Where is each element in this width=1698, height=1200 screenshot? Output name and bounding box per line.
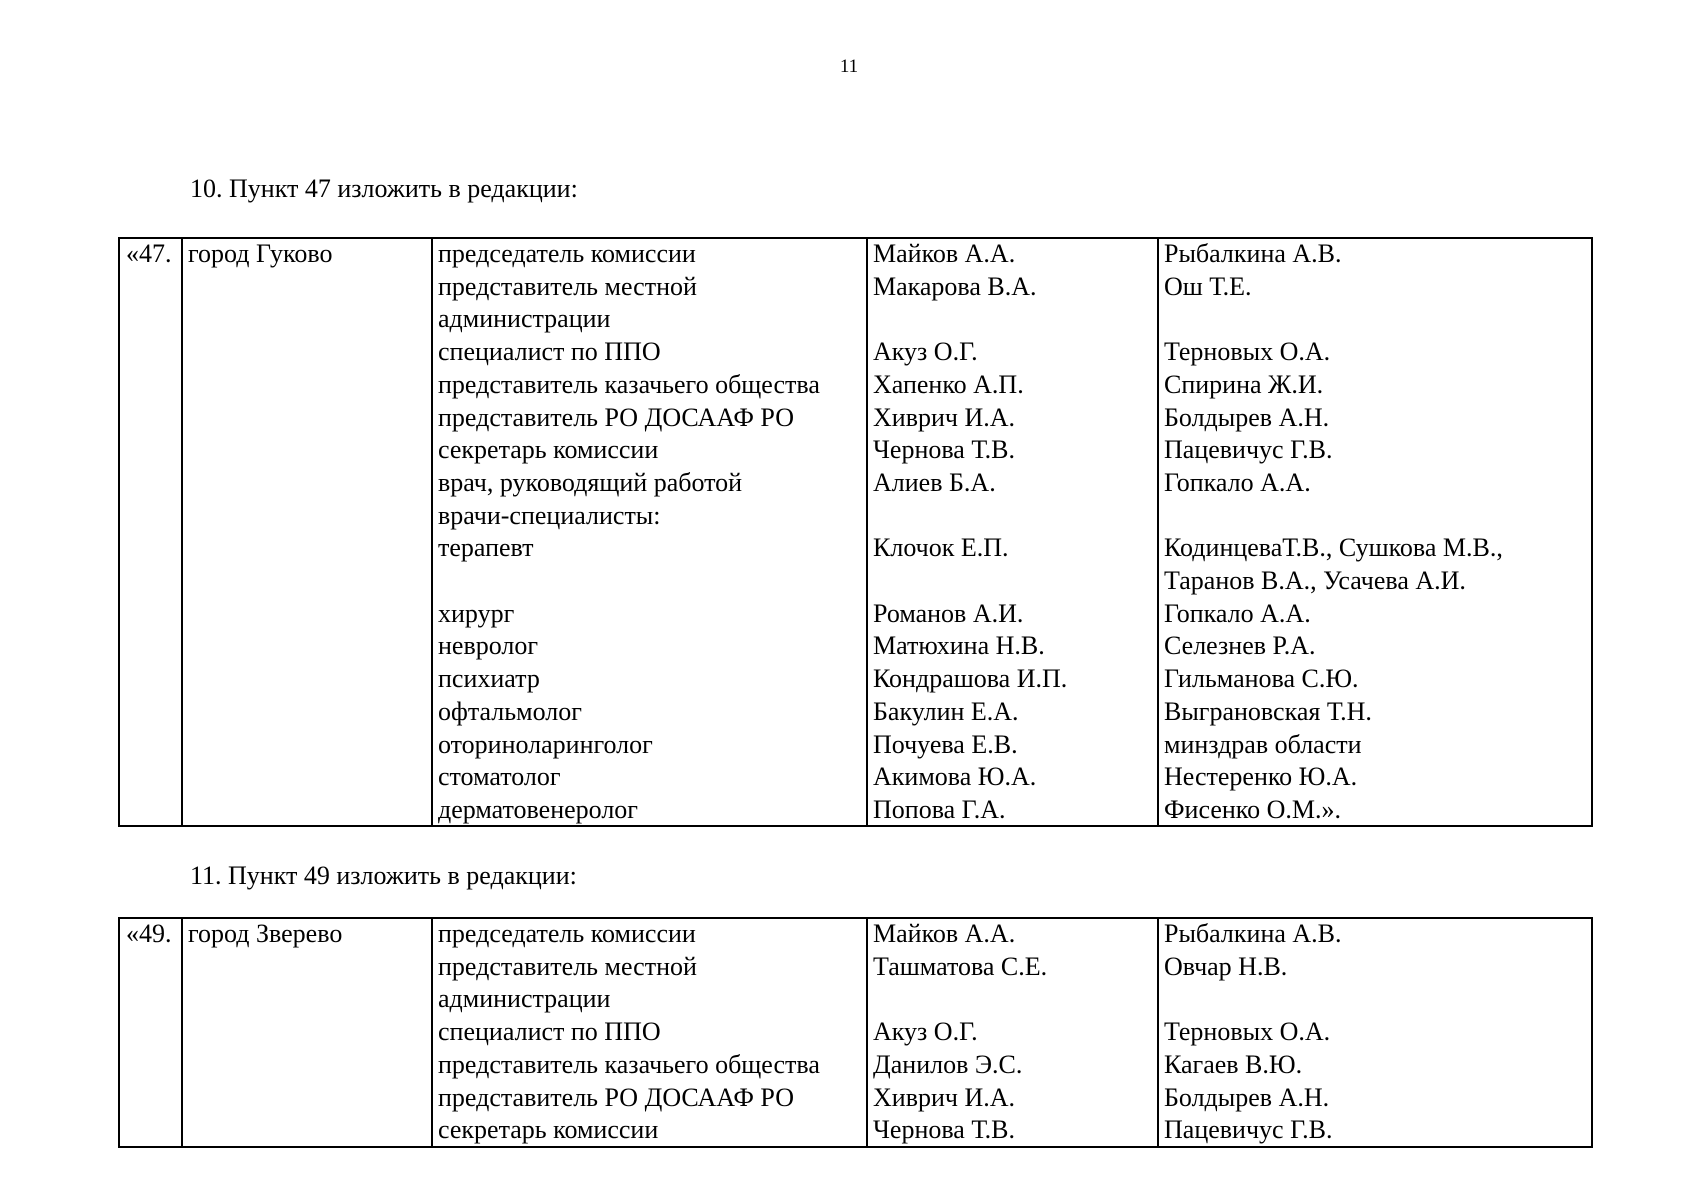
city-name: город Зверево <box>188 919 343 948</box>
column-divider <box>181 917 183 1148</box>
item-number: «47. <box>126 239 172 268</box>
main-members: Майков А.А. Макарова В.А. Акуз О.Г. Хапенко А.П. Хиврич И.А. Чернова Т.В. Алиев Б.А. Клочок Е.П. Романов А.И. Матюхина Н.В. Кондрашова И.П. Бакулин Е.А. Почуева Е.В. Акимова Ю.А. Попова Г.А. <box>873 239 1068 824</box>
main-members: Майков А.А. Ташматова С.Е. Акуз О.Г. Данилов Э.С. Хиврич И.А. Чернова Т.В. <box>873 919 1048 1145</box>
page-number: 11 <box>839 56 859 77</box>
column-divider <box>1157 917 1159 1148</box>
column-divider <box>431 237 433 827</box>
column-divider <box>1157 237 1159 827</box>
reserve-members: Рыбалкина А.В. Ош Т.Е. Терновых О.А. Спирина Ж.И. Болдырев А.Н. Пацевичус Г.В. Гопкало А.А. КодинцеваТ.В., Сушкова М.В., Таранов В.А., Усачева А.И. Гопкало А.А. Селезнев Р.А. Гильманова С.Ю. Выграновская Т.Н. минздрав области Нестеренко Ю.А. Фисенко О.М.». <box>1164 239 1503 824</box>
section-heading-item-10: 10. Пункт 47 изложить в редакции: <box>190 174 578 203</box>
column-divider <box>431 917 433 1148</box>
commission-roles: председатель комиссии представитель местной администрации специалист по ППО представитель казачьего общества представитель РО ДОСААФ РО секретарь комиссии врач, руководящий работой врачи-специалисты: терапевт хирург невролог психиатр офтальмолог оториноларинголог стоматолог дерматовенеролог <box>438 239 820 824</box>
reserve-members: Рыбалкина А.В. Овчар Н.В. Терновых О.А. Кагаев В.Ю. Болдырев А.Н. Пацевичус Г.В. <box>1164 919 1342 1145</box>
city-name: город Гуково <box>188 239 333 268</box>
section-heading-item-11: 11. Пункт 49 изложить в редакции: <box>190 861 577 890</box>
item-number: «49. <box>126 919 172 948</box>
column-divider <box>181 237 183 827</box>
commission-roles: председатель комиссии представитель местной администрации специалист по ППО представитель казачьего общества представитель РО ДОСААФ РО секретарь комиссии <box>438 919 820 1145</box>
